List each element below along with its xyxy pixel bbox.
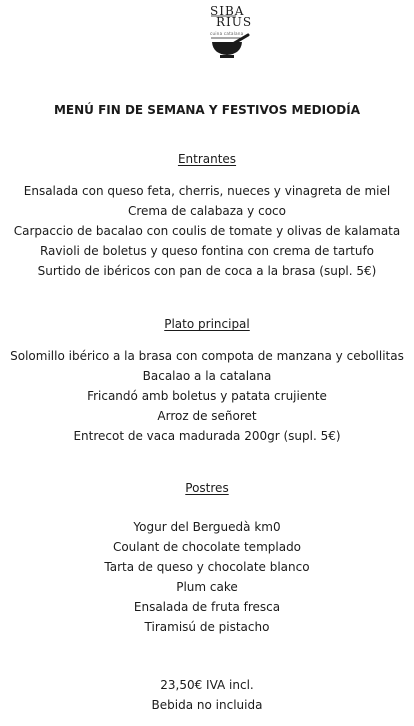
menu-item: Surtido de ibéricos con pan de coca a la brasa (supl. 5€) — [37, 264, 377, 278]
menu-item: Plum cake — [176, 580, 238, 594]
menu-item: Carpaccio de bacalao con coulis de tomate y olivas de kalamata — [13, 224, 401, 238]
logo-tagline: cuina catalana — [210, 31, 244, 36]
menu-title: MENÚ FIN DE SEMANA Y FESTIVOS MEDIODÍA — [53, 103, 361, 117]
menu-item: Bacalao a la catalana — [142, 369, 272, 383]
menu-item: Yogur del Berguedà km0 — [133, 520, 281, 534]
section-title: Entrantes — [177, 152, 237, 166]
menu-item: Ensalada de fruta fresca — [133, 600, 281, 614]
section-title: Postres — [185, 481, 229, 495]
menu-item: Entrecot de vaca madurada 200gr (supl. 5€) — [73, 429, 341, 443]
menu-item: Arroz de señoret — [157, 409, 257, 423]
menu-item: Ensalada con queso feta, cherris, nueces y vinagreta de miel — [23, 184, 391, 198]
section-plato-principal — [0, 315, 414, 446]
menu-footer — [0, 675, 414, 715]
logo-word-1: SIBA — [210, 4, 245, 18]
section-title: Plato principal — [164, 317, 250, 331]
menu-item: Tarta de queso y chocolate blanco — [104, 560, 310, 574]
logo-word-2: RIUS — [216, 15, 253, 29]
menu-item: Ravioli de boletus y queso fontina con crema de tartufo — [39, 244, 375, 258]
section-entrantes — [0, 150, 414, 281]
price-text: 23,50€ IVA incl. — [160, 678, 254, 692]
restaurant-logo — [198, 2, 258, 60]
menu-item: Tiramisú de pistacho — [144, 620, 270, 634]
section-postres — [0, 479, 414, 637]
drinks-note: Bebida no incluida — [151, 698, 263, 712]
menu-item: Coulant de chocolate templado — [112, 540, 302, 554]
menu-item: Fricandó amb boletus y patata crujiente — [87, 389, 327, 403]
menu-item: Crema de calabaza y coco — [128, 204, 286, 218]
menu-item: Solomillo ibérico a la brasa con compota de manzana y cebollitas — [10, 349, 404, 363]
